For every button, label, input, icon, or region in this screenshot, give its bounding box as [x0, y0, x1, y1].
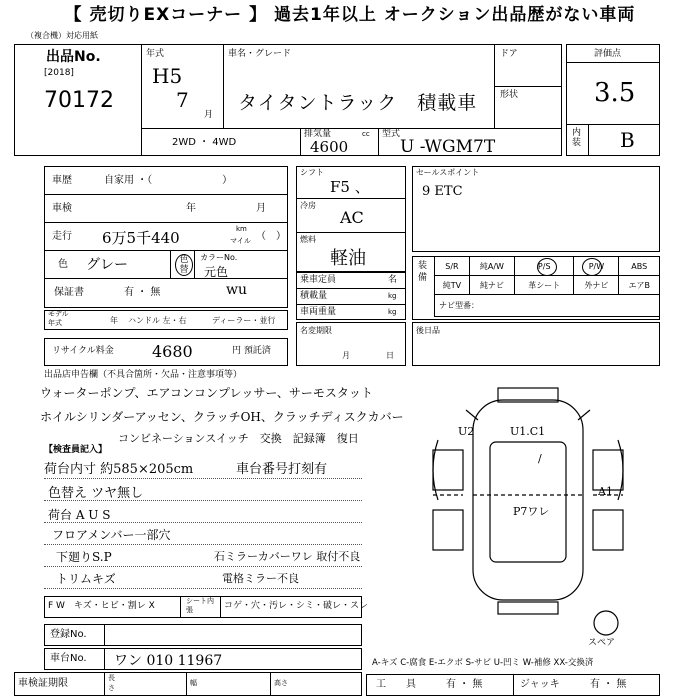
color-no-sub: wu — [226, 282, 247, 298]
jack-label: ジャッキ — [520, 679, 560, 690]
load-unit: kg — [388, 292, 397, 300]
equip-navi-model: ナビ型番： — [435, 295, 660, 317]
model-year-dealer: ディーラー・並行 — [212, 316, 276, 325]
displacement-label: 排気量 — [304, 129, 332, 139]
load-label: 積載量 — [300, 291, 328, 301]
inspector-line-4: 荷台 A U S — [48, 508, 111, 522]
inspector-right-2: 電格ミラー不良 — [222, 572, 299, 585]
mileage-unit-km: km — [236, 225, 247, 233]
car-door-right-rear — [593, 510, 623, 550]
model-value: U -WGM7T — [400, 137, 496, 157]
mark-a1: A1 — [598, 485, 613, 498]
color-label: 色 — [58, 259, 68, 270]
inspector-line-2: 車台番号打刻有 — [236, 462, 328, 477]
notes-line-3: コンビネーションスイッチ 交換 記録簿 復日 — [118, 432, 359, 445]
car-door-right-front — [593, 450, 623, 490]
inspector-line-6: 下廻りS.P — [56, 550, 112, 564]
displacement-value: 4600 — [310, 138, 349, 156]
chassis-value: ワン 010 11967 — [114, 653, 223, 669]
ac-value: AC — [340, 208, 364, 227]
color-change-mark: 色替 — [175, 254, 193, 276]
recycle-unit: 円 預託済 — [232, 346, 271, 356]
year-label: 年式 — [146, 49, 165, 59]
model-year-label: モデル年式 — [48, 310, 69, 327]
chassis-label: 車台No. — [50, 653, 87, 664]
selling-point-label: セールスポイント — [416, 168, 480, 177]
recycle-label: リサイクル料金 — [52, 346, 114, 356]
inspector-right-1: 石ミラーカバーワレ 取付不良 — [214, 550, 361, 563]
mark-p7: P7ワレ — [513, 505, 550, 518]
car-door-left-front — [433, 450, 463, 490]
equipment-label: 装備 — [418, 261, 428, 283]
equip-navi: 純ナビ — [469, 276, 514, 295]
shift-label: シフト — [300, 168, 324, 177]
seat-label: シート内 張 — [186, 597, 214, 614]
weight-label: 車両重量 — [300, 307, 337, 317]
jack-value: 有 ・ 無 — [590, 679, 627, 690]
color-no-label: カラーNo. — [200, 253, 238, 262]
equip-ext-navi: 外ナビ — [574, 276, 619, 295]
seat-items: コゲ・穴・汚レ・シミ・破レ・スレ — [224, 601, 369, 611]
notes-line-1: ウォーターポンプ、エアコンコンプレッサー、サーモスタット — [40, 386, 373, 400]
lot-label: 出品No. — [46, 49, 101, 65]
model-year-handle: ハンドル 左・右 — [128, 316, 187, 325]
ac-label: 冷房 — [300, 201, 316, 210]
car-bumper-rear — [498, 602, 558, 614]
inspector-line-3: 色替え ツヤ無し — [48, 486, 144, 501]
registration-frame — [44, 624, 362, 646]
interior-value: B — [620, 128, 635, 152]
interior-label: 内装 — [572, 128, 582, 148]
mark-u1c1: U1.C1 — [510, 425, 546, 438]
registration-label: 登録No. — [50, 629, 87, 640]
riders-unit: 名 — [388, 275, 398, 285]
selling-point-frame — [412, 166, 660, 252]
inspector-line-5: フロアメンバー一部穴 — [52, 528, 171, 542]
displacement-unit: cc — [362, 130, 370, 138]
car-diagram — [418, 380, 668, 648]
car-mirrors — [466, 410, 590, 420]
year-value: H5 — [152, 64, 183, 88]
inspection-label: 車検 — [52, 203, 72, 214]
tools-value: 有 ・ 無 — [446, 679, 483, 690]
shape-label: 形状 — [500, 90, 519, 100]
equip-ps: P/S — [515, 257, 574, 276]
equip-tv: 純TV — [435, 276, 470, 295]
spare-label: スペア — [588, 638, 616, 648]
banner-title: 【 売切りEXコーナー 】 過去1年以上 オークション出品歴がない車両 — [64, 5, 636, 25]
fuel-value: 軽油 — [330, 248, 366, 269]
equip-abs: ABS — [619, 257, 660, 276]
fuel-label: 燃料 — [300, 235, 316, 244]
equip-aw: 純A/W — [469, 257, 514, 276]
defect-items: F W キズ・ヒビ・割レ X — [48, 601, 155, 611]
name-label: 車名・グレード — [228, 49, 292, 59]
mileage-unit-mile: マイル — [230, 237, 251, 245]
notes-line-2: ホイルシリンダーアッセン、クラッチOH、クラッチディスクカバー — [40, 410, 404, 424]
equip-leather: 革シート — [515, 276, 574, 295]
tools-label: 工 具 — [376, 679, 416, 690]
inspector-line-1: 荷台内寸 約585×205cm — [44, 462, 194, 477]
recycle-value: 4680 — [152, 342, 193, 361]
sheet-subtitle: （複合機）対応用紙 — [26, 31, 98, 40]
score-value: 3.5 — [594, 78, 636, 108]
spare-tire — [594, 611, 618, 635]
history-options: 自家用 ・（ ） — [104, 175, 233, 186]
selling-point-value: 9 ETC — [422, 184, 463, 199]
cert-label: 車検証期限 — [18, 678, 68, 689]
after-parts-frame — [412, 322, 660, 366]
model-label: 型式 — [382, 129, 401, 139]
month-unit: 月 — [204, 110, 214, 120]
reg-expiry-label: 名変期限 — [300, 326, 332, 335]
equip-sr: S/R — [435, 257, 470, 276]
mark-slash: / — [538, 452, 542, 465]
equip-airbag: エアB — [619, 276, 660, 295]
reg-expiry-month: 月 — [342, 351, 350, 360]
reg-expiry-day: 日 — [386, 351, 394, 360]
car-door-left-rear — [433, 510, 463, 550]
riders-label: 乗車定員 — [300, 275, 337, 285]
history-label: 車歴 — [52, 175, 72, 186]
equip-pw: P/W — [574, 257, 619, 276]
warranty-value: 有 ・ 無 — [124, 287, 161, 298]
car-fender-lines — [433, 440, 623, 500]
cert-height: 高さ — [274, 679, 288, 687]
inspection-year: 年 — [186, 203, 196, 214]
model-year-year: 年 — [110, 316, 118, 325]
mileage-value: 6万5千440 — [102, 229, 180, 247]
color-value: グレー — [86, 257, 128, 273]
score-label: 評価点 — [594, 49, 622, 59]
lot-number: 70172 — [44, 88, 114, 113]
inspector-label: 【検査員記入】 — [44, 445, 108, 455]
shift-value: F5 、 — [330, 178, 370, 196]
cert-length: 長さ — [108, 674, 115, 692]
cert-width: 幅 — [190, 679, 197, 687]
lot-year-tag: [2018] — [44, 68, 74, 78]
mileage-paren: （ ） — [256, 231, 286, 242]
inspection-month: 月 — [256, 203, 266, 214]
ps-circle-mark — [537, 258, 557, 276]
weight-unit: kg — [388, 308, 397, 316]
warranty-label: 保証書 — [54, 287, 84, 298]
car-roof — [490, 442, 566, 562]
door-label: ドア — [500, 49, 518, 59]
inspector-line-7: トリムキズ — [56, 572, 116, 586]
after-parts-label: 後日品 — [416, 326, 440, 335]
color-no-value: 元色 — [204, 265, 229, 279]
mileage-label: 走行 — [52, 231, 72, 242]
pw-circle-mark — [582, 258, 602, 276]
notes-label: 出品店申告欄（不具合箇所・欠品・注意事項等） — [44, 370, 243, 380]
drive-label: 2WD ・ 4WD — [172, 137, 237, 148]
month-value: 7 — [176, 88, 189, 112]
legend-text: A-キズ C-腐食 E-エクボ S-サビ U-凹ミ W-補修 XX-交換済 — [372, 658, 594, 668]
mark-u2: U2 — [458, 425, 475, 438]
name-value: タイタントラック 積載車 — [238, 92, 478, 114]
